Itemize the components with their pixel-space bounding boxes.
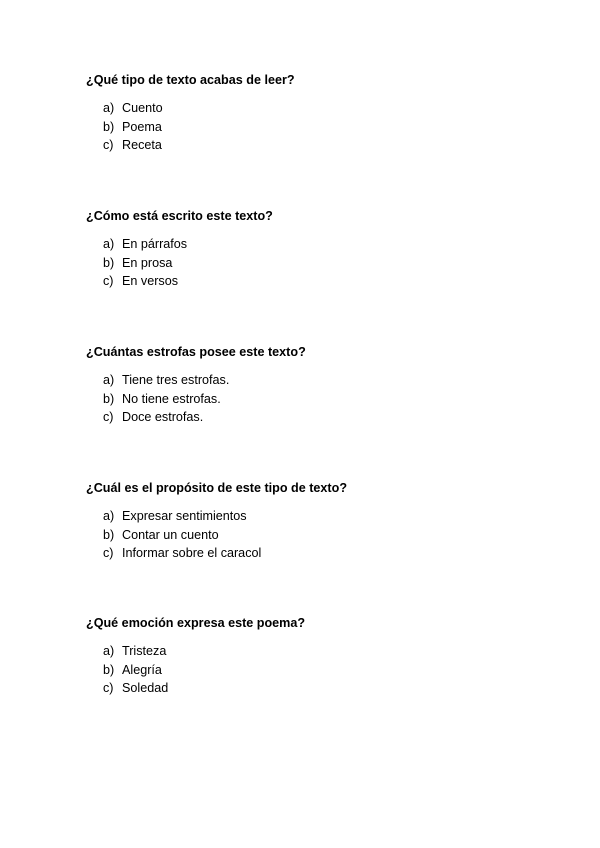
option-text: No tiene estrofas. [122, 391, 221, 406]
option-text: En párrafos [122, 237, 188, 251]
answer-option [86, 272, 546, 291]
option-letter: a) [103, 644, 115, 658]
answer-option [86, 544, 546, 563]
answer-option [86, 390, 546, 409]
question-title: ¿Cómo está escrito este texto? [86, 209, 273, 223]
option-text: Informar sobre el caracol [122, 546, 262, 561]
option-text: Soledad [122, 681, 169, 696]
option-letter: b) [103, 527, 115, 542]
question-2 [86, 208, 546, 291]
option-letter: b) [103, 391, 115, 406]
option-text: Receta [122, 138, 162, 153]
answer-option [86, 679, 546, 698]
option-text: Poema [122, 119, 162, 134]
option-letter: b) [103, 119, 115, 134]
option-letter: b) [103, 255, 115, 270]
answer-options [86, 642, 546, 698]
answer-option [86, 235, 546, 254]
question-3 [86, 344, 546, 427]
option-text: En versos [122, 274, 178, 289]
option-letter: a) [103, 237, 115, 251]
option-text: Doce estrofas. [122, 410, 204, 425]
answer-option [86, 507, 546, 526]
answer-option [86, 99, 546, 118]
question-title: ¿Cuál es el propósito de este tipo de texto? [86, 481, 348, 495]
option-text: Alegría [122, 662, 162, 677]
question-title: ¿Qué emoción expresa este poema? [86, 616, 306, 630]
answer-option [86, 136, 546, 155]
option-letter: c) [103, 546, 114, 561]
answer-option [86, 118, 546, 137]
answer-options [86, 371, 546, 427]
option-text: Cuento [122, 101, 163, 115]
option-letter: a) [103, 373, 115, 387]
option-text: Tiene tres estrofas. [122, 373, 230, 387]
question-title: ¿Cuántas estrofas posee este texto? [86, 345, 306, 359]
option-letter: c) [103, 138, 114, 153]
answer-option [86, 254, 546, 273]
answer-options [86, 235, 546, 291]
question-5 [86, 615, 546, 698]
option-letter: b) [103, 662, 115, 677]
answer-option [86, 408, 546, 427]
option-letter: c) [103, 274, 114, 289]
option-text: Tristeza [122, 644, 167, 658]
option-letter: a) [103, 101, 115, 115]
question-1 [86, 72, 546, 155]
answer-options [86, 99, 546, 155]
option-text: En prosa [122, 255, 173, 270]
option-letter: c) [103, 681, 114, 696]
question-title: ¿Qué tipo de texto acabas de leer? [86, 73, 295, 87]
option-letter: a) [103, 509, 115, 523]
option-text: Contar un cuento [122, 527, 219, 542]
answer-option [86, 661, 546, 680]
option-letter: c) [103, 410, 114, 425]
question-4 [86, 480, 546, 563]
answer-option [86, 526, 546, 545]
option-text: Expresar sentimientos [122, 509, 247, 523]
answer-options [86, 507, 546, 563]
answer-option [86, 642, 546, 661]
answer-option [86, 371, 546, 390]
